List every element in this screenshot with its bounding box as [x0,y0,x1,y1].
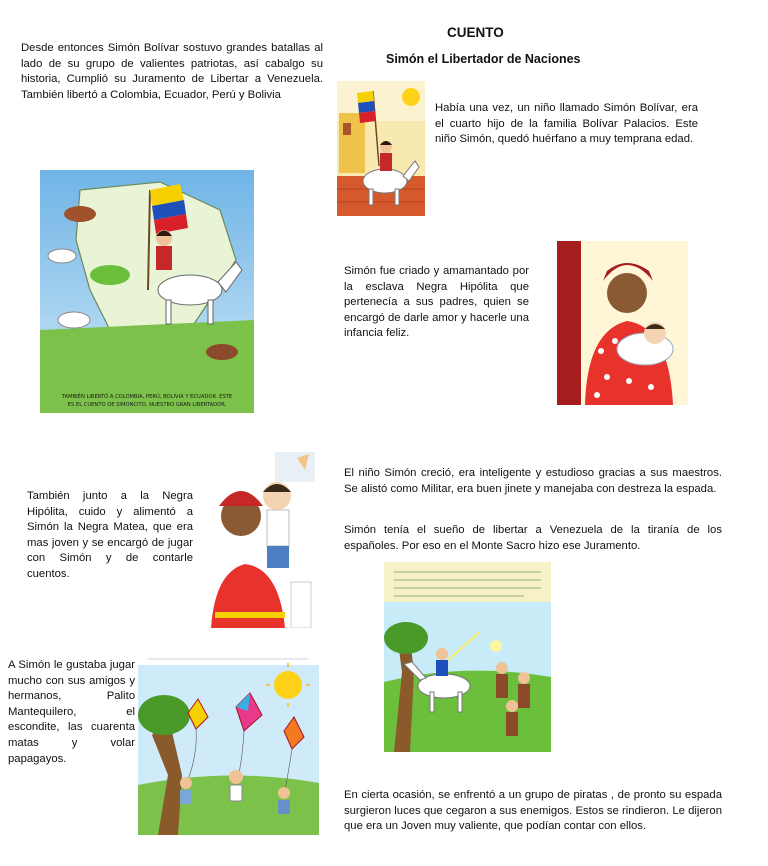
paragraph-pirates: En cierta ocasión, se enfrentó a un grupo de piratas , de pronto su espada surgieron luces que cegaron a sus enemigos. Estos se rindieron. Le dijeron que era un Joven muy valiente, que podían contar con ellos. [344,789,722,833]
paragraph-childhood: Había una vez, un niño llamado Simón Bolívar, era el cuarto hijo de la familia Bolívar Palacios. Este niño Simón, quedó huérfano a muy temprana edad. [435,102,698,146]
map-caption-line-1: TAMBIÉN LIBERTÓ A COLOMBIA, PERÚ, BOLIVIA Y ECUADOR. ESTE [61,394,233,400]
hipolita-baby-illustration [557,241,688,405]
paragraph-dream: Simón tenía el sueño de libertar a Venezuela de la tiranía de los españoles. Por eso en el Monte Sacro hizo ese Juramento. [344,524,722,552]
paragraph-grew: El niño Simón creció, era inteligente y estudioso gracias a sus maestros. Se alistó como Militar, era buen jinete y manejaba con destreza la espada. [344,467,722,495]
map-caption-line-2: ES EL CUENTO DE SIMONCITO, NUESTRO GRAN LIBERTADOR. [67,402,227,408]
paragraph-matea: También junto a la Negra Hipólita, cuido y alimentó a Simón la Negra Matea, que era mas joven y se encargó de jugar con Simón y de contarle cuentos. [27,490,193,580]
page-title: CUENTO [447,25,504,40]
paragraph-hipolita: Simón fue criado y amamantado por la esclava Negra Hipólita que pertenecía a sus padres, quien se encargó de darle amor y hacerle una infancia feliz. [344,265,529,340]
simon-horse-flag-illustration [337,81,425,216]
paragraph-games: A Simón le gustaba jugar mucho con sus amigos y hermanos, Palito Mantequilero, el escondite, las cuarenta matas y volar papagayos. [8,659,135,765]
pirates-encounter-illustration [384,562,551,752]
south-america-map-illustration [40,170,254,413]
story-subtitle: Simón el Libertador de Naciones [386,52,581,66]
matea-simon-illustration [205,452,315,628]
paragraph-battles: Desde entonces Simón Bolívar sostuvo grandes batallas al lado de su grupo de valientes patriotas, así cabalgo su historia, Cumplió su Juramento de Libertar a Venezuela. También libertó a Colombia, Ecuador, Perú y Bolivia [21,42,323,101]
kites-play-illustration [138,655,319,835]
